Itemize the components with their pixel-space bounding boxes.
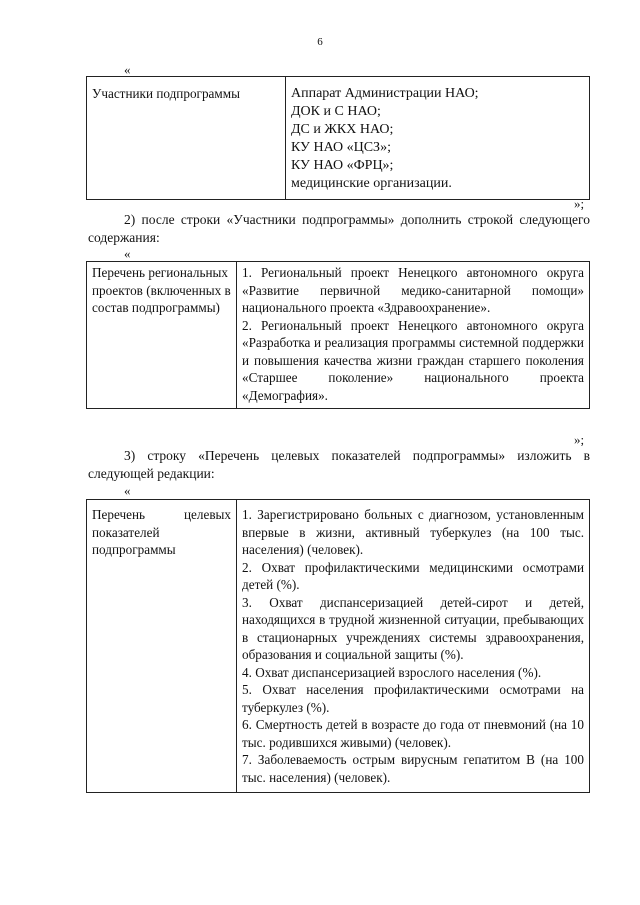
list-item: 2. Охват профилактическими медицинскими осмотрами детей (%). [242, 559, 584, 592]
participants-table [86, 76, 590, 200]
closing-quote-1: »; [574, 196, 585, 211]
target-indicators-label: Перечень целевых показателей подпрограммы [87, 500, 237, 793]
table-row [87, 77, 590, 200]
list-item: 7. Заболеваемость острым вирусным гепатитом В (на 100 тыс. населения) (человек). [242, 752, 584, 785]
closing-quote-2: »; [574, 432, 585, 447]
list-item: ДС и ЖКХ НАО; [291, 122, 394, 137]
opening-quote-2: « [124, 246, 131, 261]
page-number: 6 [317, 36, 323, 48]
list-item: Аппарат Администрации НАО; [291, 86, 479, 101]
participants-list [286, 77, 590, 200]
regional-projects-list [237, 262, 590, 409]
list-item: 6. Смертность детей в возрасте до года от пневмоний (на 10 тыс. родившихся живыми) (человек). [242, 717, 584, 750]
target-indicators-list [237, 500, 590, 793]
table-row [87, 262, 590, 409]
list-item: ДОК и С НАО; [291, 104, 381, 119]
list-item: медицинские организации. [291, 176, 452, 191]
opening-quote-1: « [124, 62, 131, 77]
paragraph-2: 2) после строки «Участники подпрограммы» дополнить строкой следующего содержания: [88, 212, 590, 245]
list-item: КУ НАО «ЦСЗ»; [291, 140, 391, 155]
regional-projects-label: Перечень региональных проектов (включенных в состав подпрограммы) [87, 262, 237, 409]
list-item: 1. Зарегистрировано больных с диагнозом, установленным впервые в жизни, активный туберкулез (на 100 тыс. населения) (человек). [242, 507, 584, 557]
participants-label: Участники подпрограммы [87, 77, 286, 200]
target-indicators-table [86, 499, 590, 793]
paragraph-3: 3) строку «Перечень целевых показателей подпрограммы» изложить в следующей редакции: [88, 448, 590, 481]
opening-quote-3: « [124, 483, 131, 498]
list-item: 2. Региональный проект Ненецкого автономного округа «Разработка и реализация программы системной поддержки и повышения качества жизни граждан старшего поколения «Старшее поколение» национального проекта «Демография». [242, 317, 584, 403]
regional-projects-table [86, 261, 590, 409]
list-item: КУ НАО «ФРЦ»; [291, 158, 394, 173]
table-row [87, 500, 590, 793]
list-item: 5. Охват населения профилактическими осмотрами на туберкулез (%). [242, 682, 584, 715]
list-item: 1. Региональный проект Ненецкого автономного округа «Развитие первичной медико-санитарной помощи» национального проекта «Здравоохранение». [242, 265, 584, 315]
list-item: 3. Охват диспансеризацией детей-сирот и детей, находящихся в трудной жизненной ситуации, пребывающих в стационарных учреждениях системы здравоохранения, образования и социальной защиты (%). [242, 594, 584, 662]
list-item: 4. Охват диспансеризацией взрослого населения (%). [242, 664, 542, 680]
